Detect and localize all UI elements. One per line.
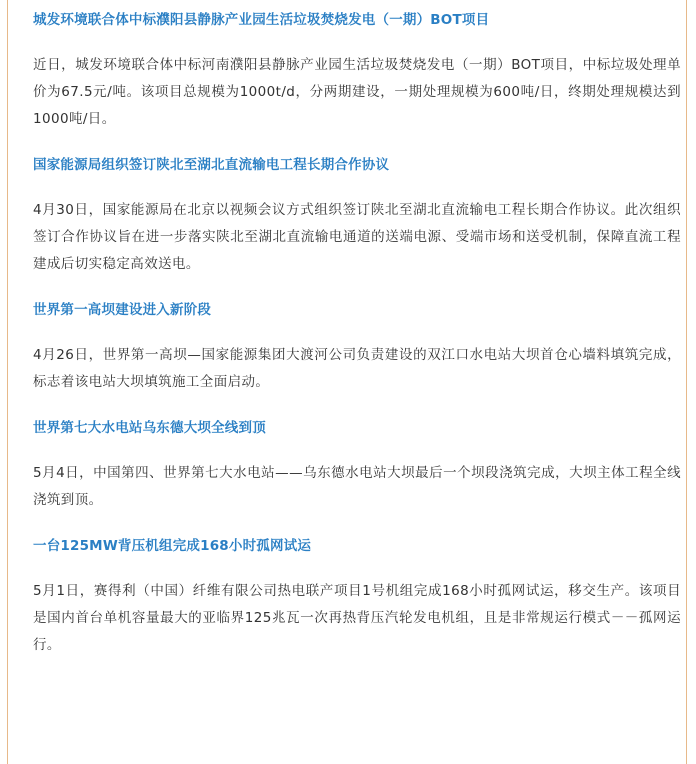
article-frame	[7, 0, 687, 764]
news-body: 4月30日，国家能源局在北京以视频会议方式组织签订陕北至湖北直流输电工程长期合作协议。此次组织签订合作协议旨在进一步落实陕北至湖北直流输电通道的送端电源、受端市场和送受机制，保障直流工程建成后切实稳定高效送电。	[33, 202, 681, 272]
news-headline: 世界第一高坝建设进入新阶段	[33, 302, 212, 318]
news-item	[33, 6, 681, 133]
news-body: 5月1日，赛得利（中国）纤维有限公司热电联产项目1号机组完成168小时孤网试运，移交生产。该项目是国内首台单机容量最大的亚临界125兆瓦一次再热背压汽轮发电机组，且是非常规运行模式－－孤网运行。	[33, 583, 681, 653]
news-item	[33, 296, 681, 396]
news-list	[33, 6, 681, 677]
news-headline: 国家能源局组织签订陕北至湖北直流输电工程长期合作协议	[33, 157, 390, 173]
news-body: 4月26日，世界第一高坝—国家能源集团大渡河公司负责建设的双江口水电站大坝首仓心墙料填筑完成，标志着该电站大坝填筑施工全面启动。	[33, 347, 681, 390]
news-body: 5月4日，中国第四、世界第七大水电站——乌东德水电站大坝最后一个坝段浇筑完成，大坝主体工程全线浇筑到顶。	[33, 465, 681, 508]
news-headline: 城发环境联合体中标濮阳县静脉产业园生活垃圾焚烧发电（一期）BOT项目	[33, 12, 490, 28]
news-item	[33, 151, 681, 278]
news-body: 近日，城发环境联合体中标河南濮阳县静脉产业园生活垃圾焚烧发电（一期）BOT项目，中标垃圾处理单价为67.5元/吨。该项目总规模为1000t/d，分两期建设，一期处理规模为600吨/日，终期处理规模达到1000吨/日。	[33, 57, 681, 127]
news-headline: 世界第七大水电站乌东德大坝全线到顶	[33, 420, 266, 436]
news-item	[33, 414, 681, 514]
news-item	[33, 532, 681, 659]
news-headline: 一台125MW背压机组完成168小时孤网试运	[33, 538, 312, 554]
